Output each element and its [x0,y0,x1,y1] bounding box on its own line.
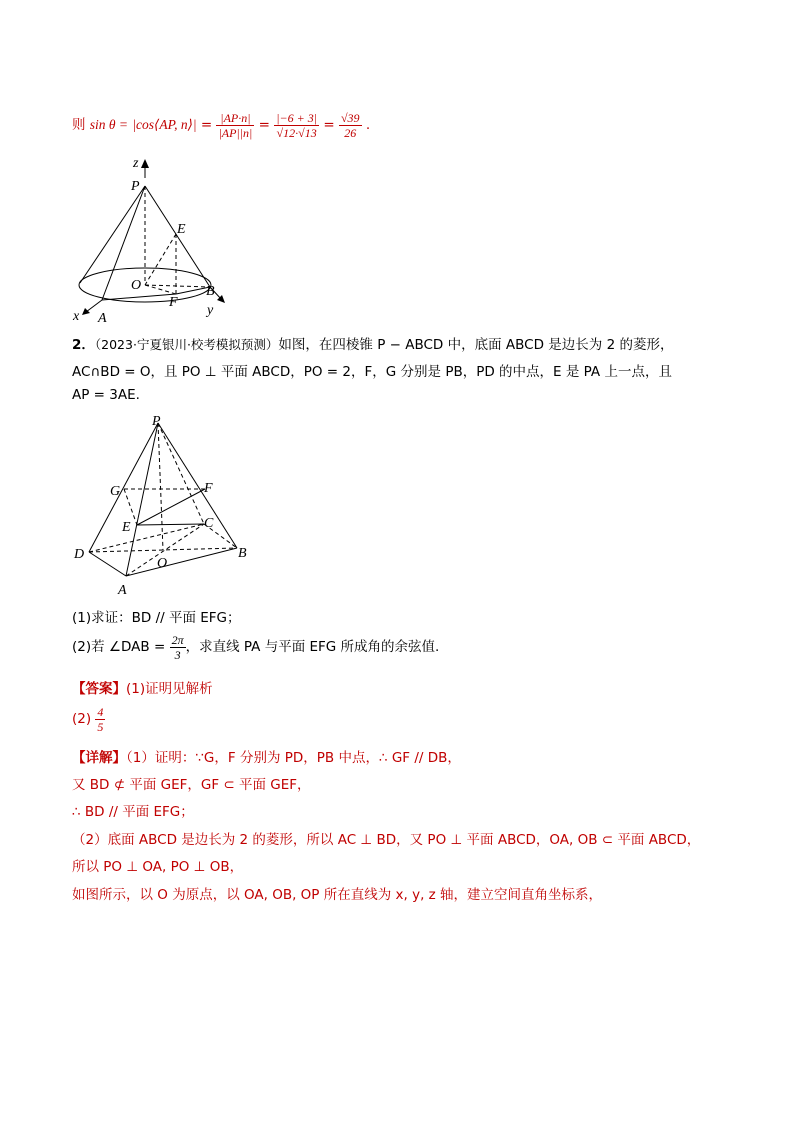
question-2-prefix: (2)若 ∠DAB = [72,639,166,655]
detail-line-3 [72,800,194,820]
label-O2: O [157,556,168,571]
formula-fraction-1 [216,111,254,140]
label-y: y [207,303,214,318]
problem-line-3-text: AP = 3AE. [72,387,140,403]
problem-line-1-text: 如图，在四棱锥 P − ABCD 中，底面 ABCD 是边长为 2 的菱形， [278,337,674,353]
answer-label: 【答案】 [72,681,126,697]
problem-number: 2． [72,337,95,353]
detail-line-1 [72,746,461,766]
answer-2-fraction [95,705,105,734]
question-2-fraction [170,633,186,662]
answer-line-2 [72,702,105,736]
answer-1: (1)证明见解析 [126,681,213,697]
label-z: z [133,156,139,171]
problem-source: （2023·宁夏银川·校考模拟预测） [94,337,279,352]
formula-fraction-3 [339,111,362,140]
formula-prefix: 则 [72,117,86,133]
question-1 [72,606,241,626]
answer-2-num: 4 [97,704,104,719]
problem-line-2 [72,360,672,380]
detail-l5: 所以 PO ⊥ OA, PO ⊥ OB， [72,859,244,875]
label-D: D [74,547,85,562]
detail-l4: （2）底面 ABCD 是边长为 2 的菱形，所以 AC ⊥ BD，又 PO ⊥ 平面 ABCD，OA, OB ⊂ 平面 ABCD， [72,832,701,848]
label-P: P [131,179,140,194]
fraction-1-denominator: |AP||n| [218,125,253,140]
label-F: F [169,295,178,310]
label-E: E [177,222,186,237]
fraction-2-denominator: √12·√13 [276,125,317,140]
answer-line-1 [72,677,213,697]
detail-l1: （1）证明：∵G，F 分别为 PD，PB 中点，∴ GF // DB， [126,750,461,766]
fraction-1-numerator: |AP·n| [216,111,254,126]
fraction-2-numerator: |−6 + 3| [276,110,318,125]
formula-line [72,108,370,142]
label-G: G [110,484,121,499]
fraction-3-numerator: √39 [340,110,360,125]
formula-fraction-2 [274,111,319,140]
question-2-suffix: ，求直线 PA 与平面 EFG 所成角的余弦值. [185,639,440,655]
label-E2: E [122,520,131,535]
detail-line-6 [72,883,602,903]
label-P2: P [152,414,161,429]
label-C: C [204,516,214,531]
detail-line-5 [72,855,243,875]
label-A: A [98,311,107,325]
figure-cone [60,150,230,325]
formula-sin-theta: sin θ = [89,117,129,132]
question-2-fraction-num: 2π [171,632,184,647]
label-x: x [73,309,80,324]
detail-line-2 [72,773,311,793]
label-A2: A [118,583,127,598]
formula-period: . [365,117,371,133]
label-O: O [131,278,142,293]
detail-l6: 如图所示，以 O 为原点，以 OA, OB, OP 所在直线为 x, y, z 轴，建立空间直角坐标系， [72,887,603,903]
label-B: B [206,284,215,299]
question-2-fraction-den: 3 [174,647,181,662]
problem-line-3 [72,387,140,403]
detail-line-4 [72,828,700,848]
label-B2: B [238,546,247,561]
answer-2-prefix: (2) [72,711,92,727]
detail-l2: 又 BD ⊄ 平面 GEF，GF ⊂ 平面 GEF， [72,777,311,793]
label-F2: F [204,481,213,496]
formula-equals-3: = [323,117,335,133]
formula-equals-1: = [200,117,213,133]
fraction-3-denominator: 26 [344,125,357,140]
formula-cos-expression: |cos⟨AP, n⟩| [132,117,197,132]
answer-2-den: 5 [97,719,104,734]
problem-line-2-text: AC∩BD = O，且 PO ⊥ 平面 ABCD，PO = 2，F，G 分别是 PB，PD 的中点，E 是 PA 上一点，且 [72,364,672,380]
figure-pyramid [65,405,260,600]
detail-l3: ∴ BD // 平面 EFG； [72,804,194,820]
question-2 [72,632,439,662]
question-1-text: (1)求证：BD // 平面 EFG； [72,610,241,626]
detail-label: 【详解】 [72,750,126,766]
formula-equals-2: = [258,117,270,133]
problem-line-1 [72,333,673,353]
